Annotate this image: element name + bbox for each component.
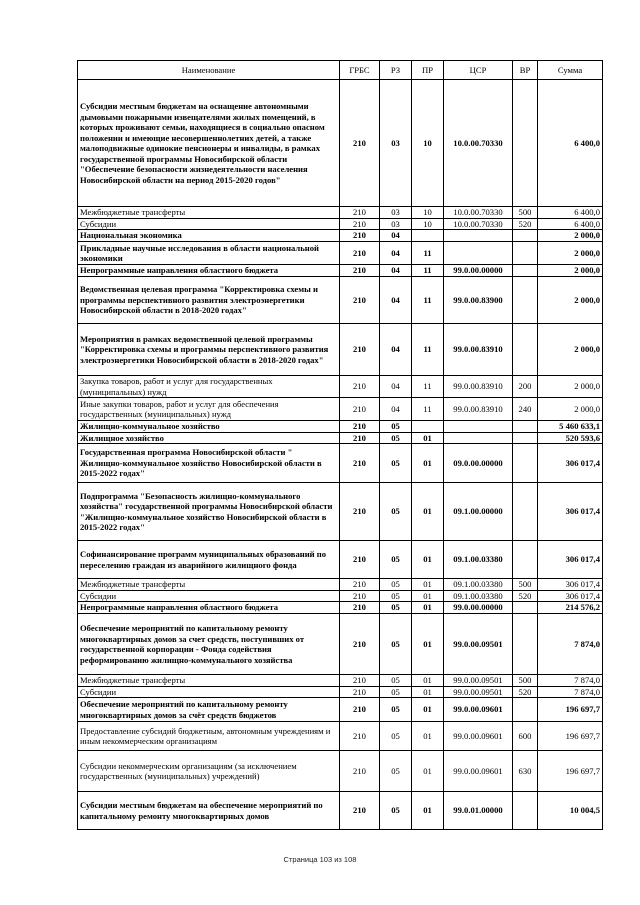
table-row bbox=[78, 483, 603, 541]
cell-csr: 99.0.00.09501 bbox=[444, 614, 513, 675]
cell-sum: 6 400,0 bbox=[538, 207, 603, 219]
cell-pr: 01 bbox=[412, 444, 444, 483]
cell-grbs: 210 bbox=[340, 751, 380, 792]
cell-grbs: 210 bbox=[340, 602, 380, 614]
table-row bbox=[78, 579, 603, 591]
cell-sum: 2 000,0 bbox=[538, 230, 603, 242]
cell-rz: 05 bbox=[380, 541, 412, 579]
cell-pr: 01 bbox=[412, 590, 444, 602]
cell-rz: 05 bbox=[380, 483, 412, 541]
cell-csr: 10.0.00.70330 bbox=[444, 207, 513, 219]
cell-pr: 01 bbox=[412, 579, 444, 591]
cell-csr bbox=[444, 421, 513, 433]
cell-name: Межбюджетные трансферты bbox=[78, 675, 340, 687]
table-header-row bbox=[78, 61, 603, 80]
cell-sum: 5 460 633,1 bbox=[538, 421, 603, 433]
cell-sum: 306 017,4 bbox=[538, 483, 603, 541]
cell-vr: 240 bbox=[513, 398, 538, 421]
cell-pr: 01 bbox=[412, 722, 444, 751]
table-row bbox=[78, 432, 603, 444]
cell-pr: 10 bbox=[412, 207, 444, 219]
cell-sum: 306 017,4 bbox=[538, 444, 603, 483]
cell-name: Субсидии местным бюджетам на обеспечение мероприятий по капитальному ремонту многоквартирных домов bbox=[78, 792, 340, 830]
cell-grbs: 210 bbox=[340, 698, 380, 722]
cell-pr bbox=[412, 230, 444, 242]
cell-csr: 10.0.00.70330 bbox=[444, 218, 513, 230]
cell-csr: 99.0.00.09501 bbox=[444, 675, 513, 687]
cell-sum: 6 400,0 bbox=[538, 80, 603, 207]
cell-name: Жилищное хозяйство bbox=[78, 432, 340, 444]
cell-rz: 05 bbox=[380, 698, 412, 722]
cell-name: Непрограммные направления областного бюджета bbox=[78, 602, 340, 614]
header-sum: Сумма bbox=[538, 61, 603, 80]
cell-rz: 04 bbox=[380, 230, 412, 242]
cell-csr: 99.0.00.83900 bbox=[444, 277, 513, 324]
cell-rz: 05 bbox=[380, 579, 412, 591]
cell-grbs: 210 bbox=[340, 218, 380, 230]
cell-sum: 306 017,4 bbox=[538, 541, 603, 579]
cell-rz: 04 bbox=[380, 398, 412, 421]
cell-grbs: 210 bbox=[340, 483, 380, 541]
cell-pr: 01 bbox=[412, 483, 444, 541]
cell-rz: 03 bbox=[380, 218, 412, 230]
cell-vr bbox=[513, 698, 538, 722]
cell-name: Подпрограмма "Безопасность жилищно-коммунального хозяйства" государственной программы Новосибирской области "Жилищно-коммунальное хозяйство Новосибирской области в 2015-2022 годах" bbox=[78, 483, 340, 541]
cell-vr: 600 bbox=[513, 722, 538, 751]
cell-vr: 500 bbox=[513, 675, 538, 687]
table-row bbox=[78, 590, 603, 602]
cell-csr: 99.0.00.83910 bbox=[444, 324, 513, 376]
table-row bbox=[78, 398, 603, 421]
cell-name: Прикладные научные исследования в области национальной экономики bbox=[78, 242, 340, 265]
cell-csr: 99.0.00.09501 bbox=[444, 686, 513, 698]
cell-sum: 6 400,0 bbox=[538, 218, 603, 230]
table-row bbox=[78, 242, 603, 265]
cell-vr: 500 bbox=[513, 207, 538, 219]
cell-grbs: 210 bbox=[340, 590, 380, 602]
cell-name: Обеспечение мероприятий по капитальному ремонту многоквартирных домов за счет средств, поступивших от государственной корпорации - Фонда содействия реформированию жилищно-коммунального хозяйства bbox=[78, 614, 340, 675]
table-row bbox=[78, 541, 603, 579]
cell-pr: 01 bbox=[412, 541, 444, 579]
cell-csr: 10.0.00.70330 bbox=[444, 80, 513, 207]
header-csr: ЦСР bbox=[444, 61, 513, 80]
cell-sum: 2 000,0 bbox=[538, 277, 603, 324]
cell-sum: 306 017,4 bbox=[538, 579, 603, 591]
cell-grbs: 210 bbox=[340, 376, 380, 398]
cell-grbs: 210 bbox=[340, 277, 380, 324]
cell-vr: 520 bbox=[513, 590, 538, 602]
cell-sum: 7 874,0 bbox=[538, 614, 603, 675]
cell-vr bbox=[513, 483, 538, 541]
cell-pr: 01 bbox=[412, 751, 444, 792]
cell-name: Субсидии некоммерческим организациям (за исключением государственных (муниципальных) учреждений) bbox=[78, 751, 340, 792]
cell-rz: 04 bbox=[380, 277, 412, 324]
cell-grbs: 210 bbox=[340, 207, 380, 219]
cell-csr bbox=[444, 242, 513, 265]
table-row bbox=[78, 324, 603, 376]
cell-name: Субсидии bbox=[78, 590, 340, 602]
cell-csr: 99.0.00.09601 bbox=[444, 751, 513, 792]
cell-csr: 99.0.00.83910 bbox=[444, 376, 513, 398]
cell-sum: 10 004,5 bbox=[538, 792, 603, 830]
cell-name: Предоставление субсидий бюджетным, автономным учреждениям и иным некоммерческим организациям bbox=[78, 722, 340, 751]
table-row bbox=[78, 751, 603, 792]
cell-vr bbox=[513, 80, 538, 207]
cell-rz: 05 bbox=[380, 792, 412, 830]
cell-grbs: 210 bbox=[340, 444, 380, 483]
cell-rz: 05 bbox=[380, 614, 412, 675]
cell-rz: 05 bbox=[380, 686, 412, 698]
cell-sum: 2 000,0 bbox=[538, 398, 603, 421]
cell-vr bbox=[513, 792, 538, 830]
cell-sum: 214 576,2 bbox=[538, 602, 603, 614]
table-row bbox=[78, 265, 603, 277]
cell-rz: 05 bbox=[380, 432, 412, 444]
cell-rz: 05 bbox=[380, 751, 412, 792]
cell-rz: 05 bbox=[380, 421, 412, 433]
cell-name: Закупка товаров, работ и услуг для государственных (муниципальных) нужд bbox=[78, 376, 340, 398]
cell-name: Национальная экономика bbox=[78, 230, 340, 242]
cell-pr: 01 bbox=[412, 614, 444, 675]
cell-name: Жилищно-коммунальное хозяйство bbox=[78, 421, 340, 433]
cell-vr bbox=[513, 444, 538, 483]
cell-pr: 11 bbox=[412, 398, 444, 421]
cell-pr: 11 bbox=[412, 324, 444, 376]
cell-name: Обеспечение мероприятий по капитальному ремонту многоквартирных домов за счёт средств бюджетов bbox=[78, 698, 340, 722]
cell-vr bbox=[513, 277, 538, 324]
cell-name: Субсидии bbox=[78, 686, 340, 698]
cell-name: Мероприятия в рамках ведомственной целевой программы "Корректировка схемы и программы перспективного развития электроэнергетики Новосибирской области в 2018-2020 годах" bbox=[78, 324, 340, 376]
cell-rz: 04 bbox=[380, 242, 412, 265]
cell-rz: 03 bbox=[380, 207, 412, 219]
cell-sum: 520 593,6 bbox=[538, 432, 603, 444]
cell-sum: 7 874,0 bbox=[538, 686, 603, 698]
cell-grbs: 210 bbox=[340, 265, 380, 277]
cell-vr bbox=[513, 432, 538, 444]
table-row bbox=[78, 686, 603, 698]
cell-pr: 01 bbox=[412, 432, 444, 444]
header-pr: ПР bbox=[412, 61, 444, 80]
cell-vr bbox=[513, 541, 538, 579]
cell-sum: 2 000,0 bbox=[538, 265, 603, 277]
cell-name: Ведомственная целевая программа "Корректировка схемы и программы перспективного развития электроэнергетики Новосибирской области в 2018-2020 годах" bbox=[78, 277, 340, 324]
cell-csr: 09.1.00.00000 bbox=[444, 483, 513, 541]
cell-vr: 520 bbox=[513, 218, 538, 230]
header-name: Наименование bbox=[78, 61, 340, 80]
cell-name: Непрограммные направления областного бюджета bbox=[78, 265, 340, 277]
cell-vr bbox=[513, 324, 538, 376]
cell-pr: 11 bbox=[412, 265, 444, 277]
cell-csr: 99.0.00.09601 bbox=[444, 698, 513, 722]
cell-csr: 09.1.00.03380 bbox=[444, 541, 513, 579]
cell-vr bbox=[513, 265, 538, 277]
cell-grbs: 210 bbox=[340, 686, 380, 698]
table-row bbox=[78, 218, 603, 230]
cell-name: Государственная программа Новосибирской области " Жилищно-коммунальное хозяйство Новосибирской области в 2015-2022 годах" bbox=[78, 444, 340, 483]
cell-csr bbox=[444, 432, 513, 444]
table-row bbox=[78, 421, 603, 433]
cell-vr: 520 bbox=[513, 686, 538, 698]
cell-vr: 500 bbox=[513, 579, 538, 591]
cell-sum: 306 017,4 bbox=[538, 590, 603, 602]
cell-name: Межбюджетные трансферты bbox=[78, 579, 340, 591]
cell-sum: 7 874,0 bbox=[538, 675, 603, 687]
cell-rz: 04 bbox=[380, 324, 412, 376]
cell-csr: 09.1.00.03380 bbox=[444, 590, 513, 602]
cell-rz: 03 bbox=[380, 80, 412, 207]
cell-pr bbox=[412, 421, 444, 433]
budget-table bbox=[77, 60, 603, 830]
cell-vr bbox=[513, 602, 538, 614]
cell-pr: 01 bbox=[412, 792, 444, 830]
cell-pr: 11 bbox=[412, 277, 444, 324]
table-row bbox=[78, 722, 603, 751]
cell-name: Субсидии bbox=[78, 218, 340, 230]
cell-rz: 04 bbox=[380, 376, 412, 398]
cell-csr: 09.1.00.03380 bbox=[444, 579, 513, 591]
cell-grbs: 210 bbox=[340, 80, 380, 207]
cell-pr: 01 bbox=[412, 675, 444, 687]
cell-name: Межбюджетные трансферты bbox=[78, 207, 340, 219]
cell-pr: 10 bbox=[412, 218, 444, 230]
table-row bbox=[78, 444, 603, 483]
cell-rz: 05 bbox=[380, 675, 412, 687]
cell-sum: 196 697,7 bbox=[538, 751, 603, 792]
cell-csr: 09.0.00.00000 bbox=[444, 444, 513, 483]
cell-pr: 11 bbox=[412, 376, 444, 398]
cell-csr: 99.0.00.00000 bbox=[444, 602, 513, 614]
cell-vr bbox=[513, 614, 538, 675]
cell-grbs: 210 bbox=[340, 614, 380, 675]
cell-rz: 05 bbox=[380, 590, 412, 602]
table-row bbox=[78, 277, 603, 324]
cell-csr: 99.0.00.83910 bbox=[444, 398, 513, 421]
cell-name: Софинансирование программ муниципальных образований по переселению граждан из аварийного жилищного фонда bbox=[78, 541, 340, 579]
cell-grbs: 210 bbox=[340, 324, 380, 376]
cell-grbs: 210 bbox=[340, 541, 380, 579]
cell-sum: 2 000,0 bbox=[538, 324, 603, 376]
cell-sum: 196 697,7 bbox=[538, 722, 603, 751]
cell-grbs: 210 bbox=[340, 432, 380, 444]
cell-csr: 99.0.00.00000 bbox=[444, 265, 513, 277]
cell-vr bbox=[513, 421, 538, 433]
cell-pr: 01 bbox=[412, 698, 444, 722]
cell-grbs: 210 bbox=[340, 421, 380, 433]
cell-vr bbox=[513, 230, 538, 242]
cell-vr: 630 bbox=[513, 751, 538, 792]
table-row bbox=[78, 792, 603, 830]
cell-csr: 99.0.00.09601 bbox=[444, 722, 513, 751]
cell-sum: 2 000,0 bbox=[538, 242, 603, 265]
cell-sum: 196 697,7 bbox=[538, 698, 603, 722]
cell-csr: 99.0.01.00000 bbox=[444, 792, 513, 830]
header-grbs: ГРБС bbox=[340, 61, 380, 80]
cell-pr: 11 bbox=[412, 242, 444, 265]
header-vr: ВР bbox=[513, 61, 538, 80]
table-row bbox=[78, 207, 603, 219]
cell-rz: 05 bbox=[380, 444, 412, 483]
table-row bbox=[78, 230, 603, 242]
cell-rz: 05 bbox=[380, 722, 412, 751]
cell-sum: 2 000,0 bbox=[538, 376, 603, 398]
table-row bbox=[78, 675, 603, 687]
cell-pr: 01 bbox=[412, 602, 444, 614]
table-row bbox=[78, 80, 603, 207]
header-rz: РЗ bbox=[380, 61, 412, 80]
table-row bbox=[78, 614, 603, 675]
cell-name: Иные закупки товаров, работ и услуг для обеспечения государственных (муниципальных) нужд bbox=[78, 398, 340, 421]
table-row bbox=[78, 602, 603, 614]
cell-grbs: 210 bbox=[340, 579, 380, 591]
cell-grbs: 210 bbox=[340, 242, 380, 265]
cell-grbs: 210 bbox=[340, 722, 380, 751]
cell-rz: 04 bbox=[380, 265, 412, 277]
table-row bbox=[78, 698, 603, 722]
cell-vr bbox=[513, 242, 538, 265]
cell-grbs: 210 bbox=[340, 675, 380, 687]
cell-grbs: 210 bbox=[340, 398, 380, 421]
cell-grbs: 210 bbox=[340, 230, 380, 242]
page-footer: Страница 103 из 108 bbox=[283, 855, 357, 864]
table-row bbox=[78, 376, 603, 398]
cell-csr bbox=[444, 230, 513, 242]
cell-vr: 200 bbox=[513, 376, 538, 398]
cell-rz: 05 bbox=[380, 602, 412, 614]
cell-pr: 01 bbox=[412, 686, 444, 698]
cell-grbs: 210 bbox=[340, 792, 380, 830]
table-body bbox=[78, 80, 603, 830]
cell-pr: 10 bbox=[412, 80, 444, 207]
cell-name: Субсидии местным бюджетам на оснащение автономными дымовыми пожарными извещателями жилых помещений, в которых проживают семьи, находящиеся в социально опасном положении и имеющие несовершеннолетних детей, а также малоподвижные одинокие пенсионеры и инвалиды, в рамках государственной программы Новосибирской области "Обеспечение безопасности жизнедеятельности населения Новосибирской области на период 2015-2020 годов" bbox=[78, 80, 340, 207]
